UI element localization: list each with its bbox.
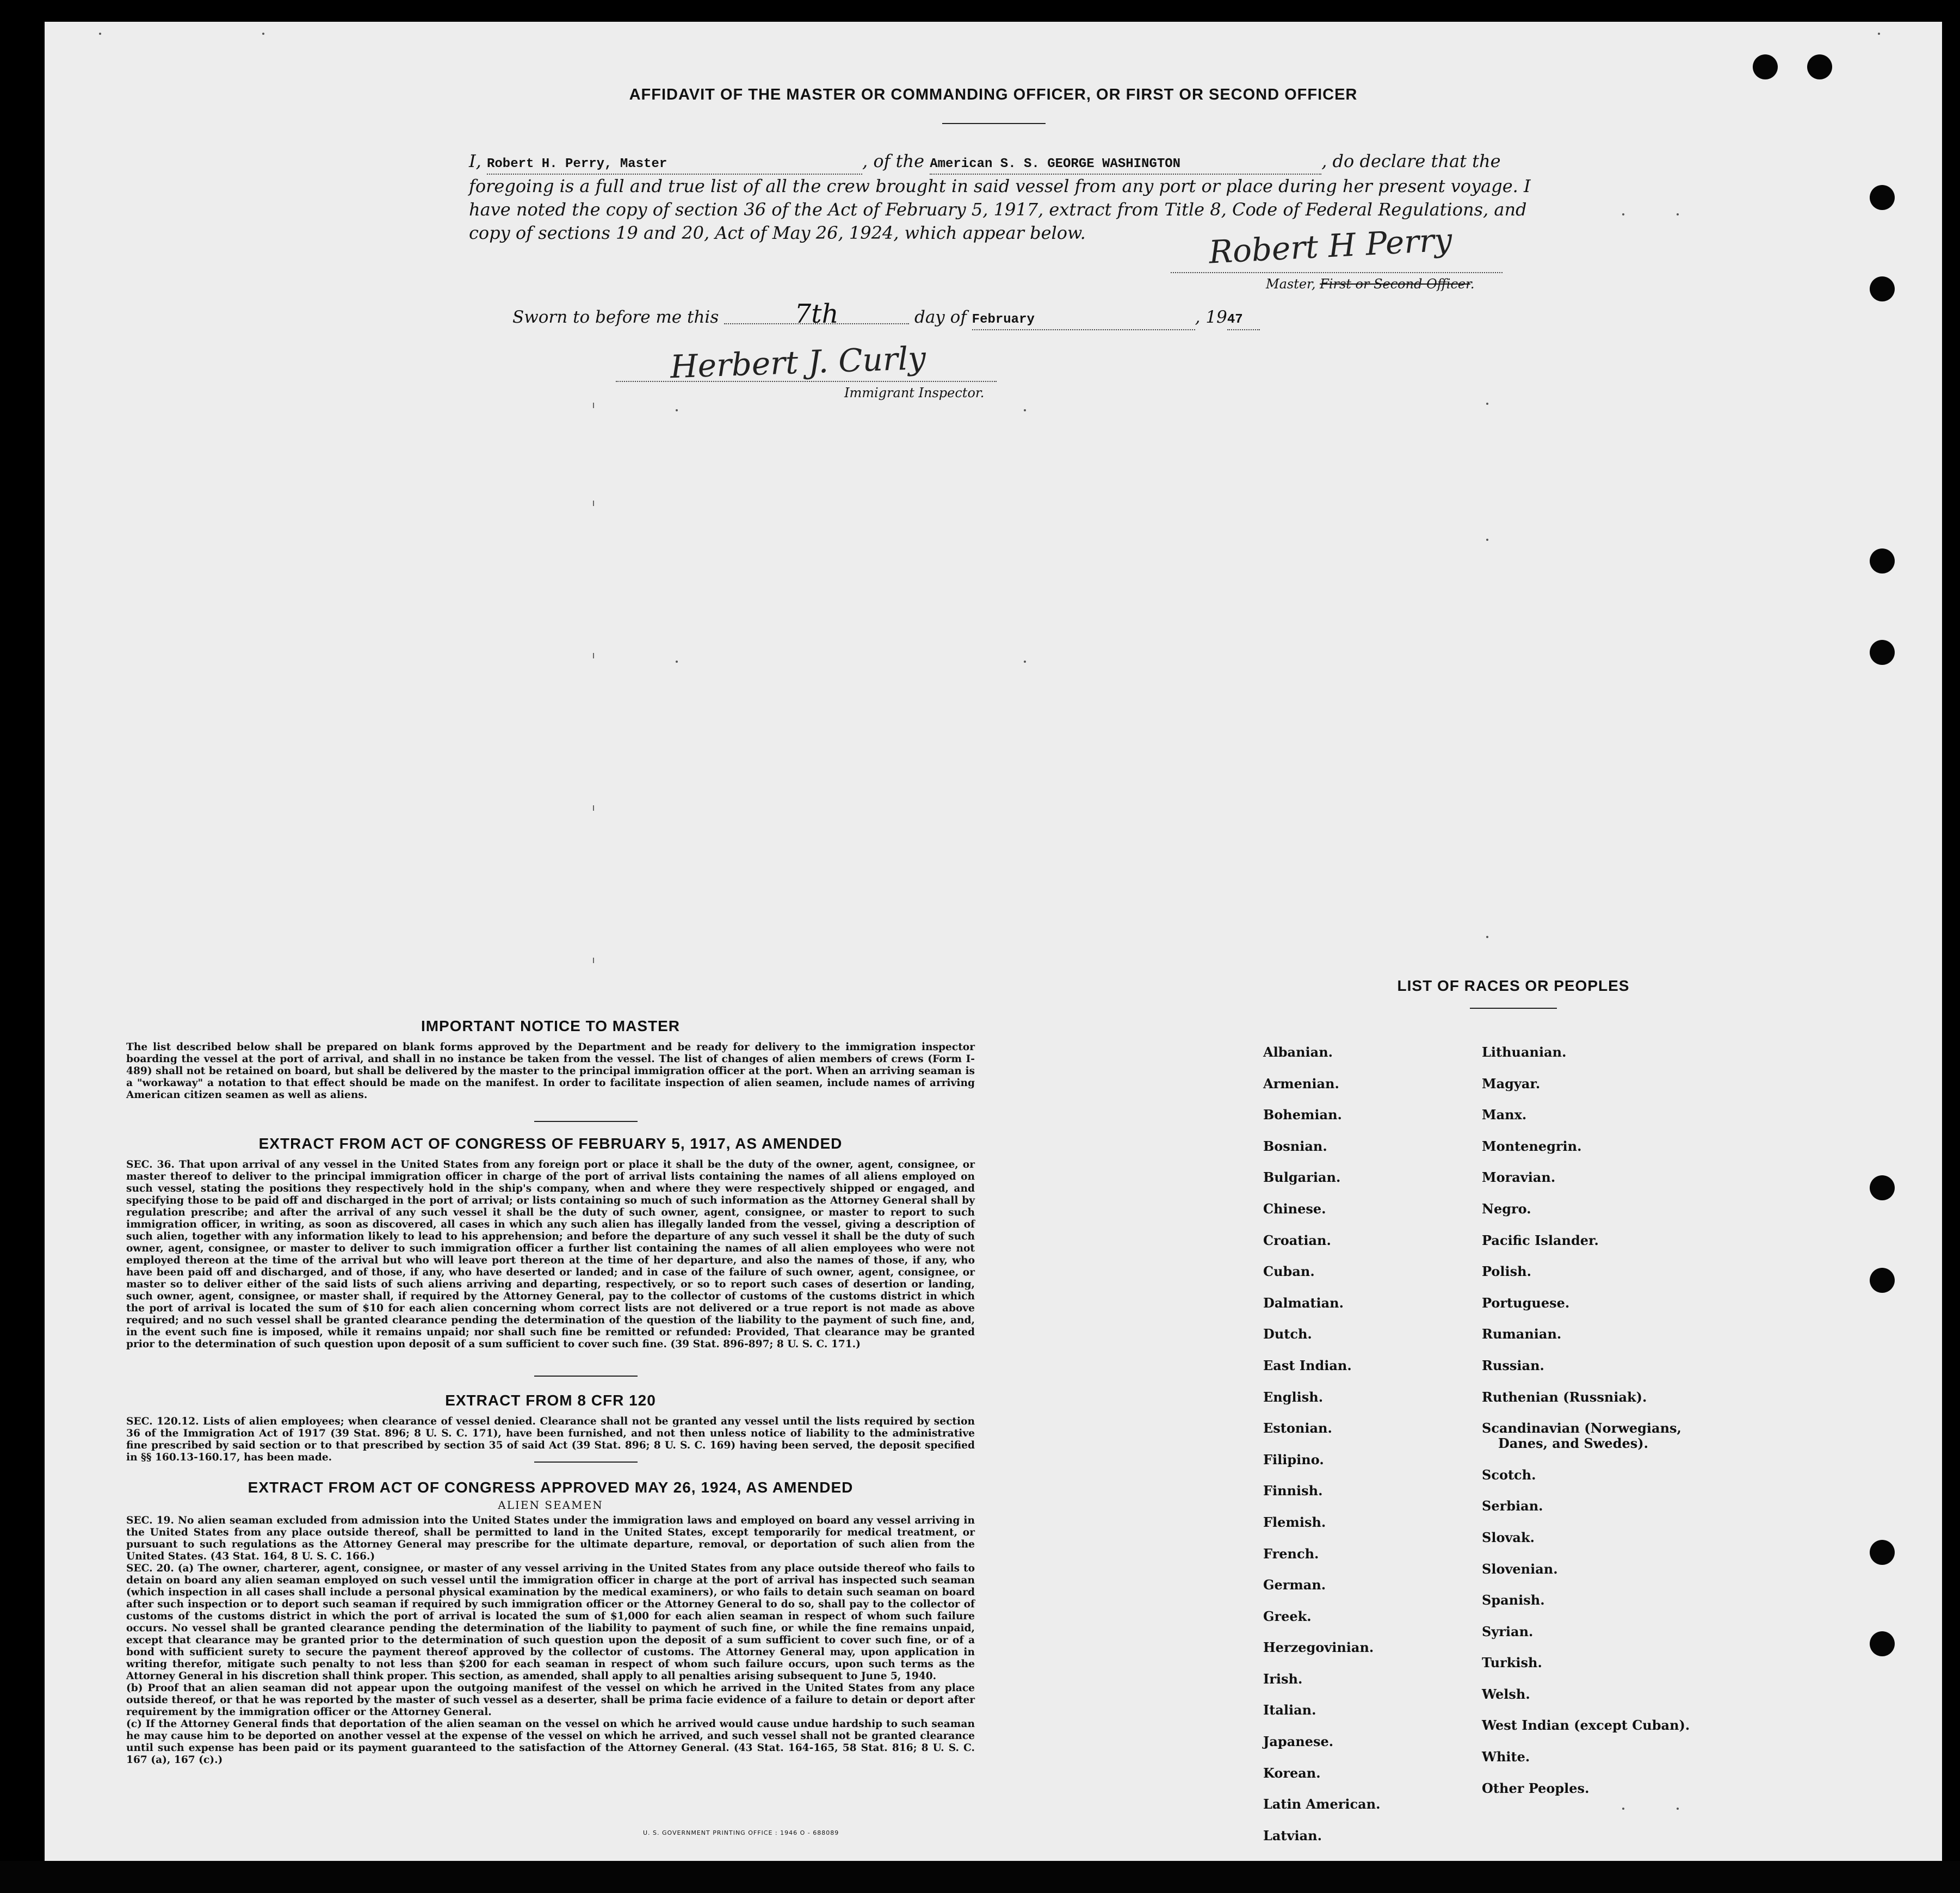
punch-hole <box>1870 1540 1895 1565</box>
sworn-day-field: 7th <box>724 305 909 324</box>
list-item: Filipino. <box>1263 1451 1324 1467</box>
vessel-name-field: American S. S. GEORGE WASHINGTON <box>930 155 1321 175</box>
master-caption <box>1266 276 1475 292</box>
list-item: Albanian. <box>1263 1044 1333 1060</box>
list-item: Welsh. <box>1482 1686 1530 1702</box>
title-divider <box>942 123 1046 124</box>
master-signature: Robert H Perry <box>1208 221 1453 271</box>
list-item: Dalmatian. <box>1263 1294 1344 1311</box>
extract-1917-title: EXTRACT FROM ACT OF CONGRESS OF FEBRUARY 5, 1917, AS AMENDED <box>258 1135 843 1152</box>
notice-section <box>126 1018 975 1101</box>
list-item: Ruthenian (Russniak). <box>1482 1389 1647 1405</box>
scan-mark <box>1677 1808 1679 1810</box>
list-item: Chinese. <box>1263 1200 1326 1217</box>
section-divider <box>534 1121 638 1122</box>
races-divider <box>1470 1008 1557 1009</box>
notice-body: The list described below shall be prepared on blank forms approved by the Department and be ready for delivery to the immigration inspector boarding the vessel at the port of arrival, and shall in no instance be taken from the vessel. The list of changes of alien members of crews (Form I-489) shall not be retained on board, but shall be delivered by the master to the principal immigration officer at the port. When an arriving seaman is a "workaway" a notation to that effect should be made on the manifest. In order to facilitate inspection of alien seamen, include names of arriving American citizen seamen as well as aliens. <box>126 1041 975 1101</box>
scan-mark <box>676 661 678 663</box>
sworn-prefix: Sworn to before me this <box>512 307 719 327</box>
scan-mark <box>1622 1808 1624 1810</box>
list-item: Irish. <box>1263 1670 1303 1687</box>
extract-1917-section <box>126 1135 975 1351</box>
list-item: Magyar. <box>1482 1075 1541 1092</box>
list-item: Armenian. <box>1263 1075 1339 1092</box>
extract-1924-sec19: SEC. 19. No alien seaman excluded from admission into the United States under the immigration laws and employed on board any vessel arriving in the United States from any place outside thereof, shall be permitted to land in the United States, except temporarily for medical treatment, or pursuant to such regulations as the Attorney General may prescribe for the ultimate departure, removal, or deportation of such alien from the United States. (43 Stat. 164, 8 U. S. C. 166.) <box>126 1515 975 1562</box>
list-item: Slovenian. <box>1482 1561 1558 1577</box>
sworn-day-of: day of <box>914 307 967 327</box>
scan-mark <box>593 403 594 408</box>
list-item: Montenegrin. <box>1482 1138 1582 1154</box>
list-item: Latin American. <box>1263 1796 1381 1812</box>
list-item: Manx. <box>1482 1107 1527 1123</box>
list-item: Rumanian. <box>1482 1326 1562 1342</box>
scan-mark <box>99 33 101 35</box>
list-item: Russian. <box>1482 1357 1544 1373</box>
list-item: German. <box>1263 1577 1326 1593</box>
extract-8cfr-section <box>126 1392 975 1464</box>
master-name-field: Robert H. Perry, Master <box>487 155 862 175</box>
list-item: Slovak. <box>1482 1529 1535 1545</box>
punch-hole <box>1870 1268 1895 1293</box>
list-item: Finnish. <box>1263 1483 1323 1499</box>
list-item: Danes, and Swedes). <box>1498 1435 1648 1452</box>
list-item: Croatian. <box>1263 1232 1331 1248</box>
master-caption-end: . <box>1470 276 1475 292</box>
punch-hole <box>1807 54 1832 79</box>
form-page <box>45 22 1942 1861</box>
list-item: Italian. <box>1263 1702 1316 1718</box>
list-item: Dutch. <box>1263 1326 1312 1342</box>
declaration-of-the: , of the <box>862 151 925 171</box>
list-item: Estonian. <box>1263 1420 1332 1436</box>
declaration-pronoun: I, <box>469 151 481 171</box>
list-item: Greek. <box>1263 1608 1312 1624</box>
list-item: Korean. <box>1263 1765 1321 1781</box>
list-item: Flemish. <box>1263 1514 1326 1530</box>
sworn-year-prefix: , 19 <box>1195 307 1227 327</box>
inspector-caption: Immigrant Inspector. <box>844 385 985 400</box>
punch-hole <box>1870 276 1895 301</box>
list-item: West Indian (except Cuban). <box>1482 1717 1690 1734</box>
list-item: Negro. <box>1482 1200 1531 1217</box>
punch-hole <box>1753 54 1778 79</box>
scan-mark <box>1486 539 1488 541</box>
scan-border <box>0 1861 1960 1893</box>
scan-mark <box>1677 213 1679 215</box>
list-item: Spanish. <box>1482 1592 1545 1608</box>
affidavit-title: AFFIDAVIT OF THE MASTER OR COMMANDING OFFICER, OR FIRST OR SECOND OFFICER <box>629 86 1358 103</box>
section-divider <box>534 1376 638 1377</box>
list-item: Syrian. <box>1482 1623 1534 1639</box>
races-title: LIST OF RACES OR PEOPLES <box>1397 977 1630 994</box>
scan-mark <box>1486 936 1488 938</box>
extract-1924-sec20a: SEC. 20. (a) The owner, charterer, agent, consignee, or master of any vessel arriving in the United States from any place outside thereof who fails to detain on board any alien seaman employed on such vessel until the immigration officer in charge at the port of arrival has inspected such seaman (which inspection in all cases shall include a personal physical examination by the medical examiners), or who fails to detain such seaman on board after such inspection or to deport such seaman if required by such immigration officer or the Attorney General to do so, shall pay to the collector of customs of the customs district in which the port of arrival is located the sum of $1,000 for each alien seaman in respect of whom such failure occurs. No vessel shall be granted clearance pending the determination of the liability to payment of such fine, or while the fine remains unpaid, except that clearance may be granted prior to the determination of such question upon the deposit of a sum sufficient to cover such fine, or of a bond with sufficient surety to secure the payment thereof approved by the collector of customs. The Attorney General may, upon application in writing therefor, mitigate such penalty to not less than $200 for each seaman in respect of whom such failure occurs, upon such terms as the Attorney General in his discretion shall think proper. This section, as amended, shall apply to all penalties arising subsequent to June 5, 1940. <box>126 1563 975 1682</box>
declaration-text: , do declare that the foregoing is a full and true list of all the crew brought in said vessel from any port or place during her present voyage. I have noted the copy of section 36 of the Act of February 5, 1917, extract from Title 8, Code of Federal Regulations, and copy of sections 19 and 20, Act of May 26, 1924, which appear below. <box>469 151 1531 243</box>
master-signature-line <box>1171 272 1503 273</box>
scan-mark <box>593 653 594 658</box>
list-item: Herzegovinian. <box>1263 1639 1374 1656</box>
section-divider <box>534 1462 638 1463</box>
scan-mark <box>676 409 678 411</box>
punch-hole <box>1870 640 1895 665</box>
extract-1924-sec20c: (c) If the Attorney General finds that deportation of the alien seaman on the vessel on which he arrived would cause undue hardship to such seaman he may cause him to be deported on another vessel at the expense of the vessel on which he arrived, and such vessel shall not be granted clearance until such expense has been paid or its payment guaranteed to the satisfaction of the Attorney General. (43 Stat. 164-165, 58 Stat. 816; 8 U. S. C. 167 (a), 167 (c).) <box>126 1718 975 1766</box>
list-item: Serbian. <box>1482 1498 1543 1514</box>
list-item: Bohemian. <box>1263 1107 1342 1123</box>
scan-mark <box>1024 661 1026 663</box>
extract-1917-body: SEC. 36. That upon arrival of any vessel in the United States from any foreign port or place it shall be the duty of the owner, agent, consignee, or master thereof to deliver to the principal immigration officer in charge of the port of arrival lists containing the names of all aliens employed on such vessel, stating the positions they respectively hold in the ship's company, when and where they were respectively shipped or engaged, and specifying those to be paid off and discharged in the port of arrival; or lists containing so much of such information as the Attorney General shall by regulation prescribe; and after the arrival of any such vessel it shall be the duty of such owner, agent, consignee, or master to report to such immigration officer, in writing, as soon as discovered, all cases in which any such alien has illegally landed from the vessel, giving a description of such alien, together with any information likely to lead to his apprehension; and before the departure of any such vessel it shall be the duty of such owner, agent, consignee, or master to deliver to such immigration officer a further list containing the names of all alien employees who were not employed thereon at the time of the arrival but who will leave port thereon at the time of her departure, and also the names of those, if any, who have been paid off and discharged, and of those, if any, who have deserted or landed; and in case of the failure of such owner, agent, consignee, or master so to deliver either of the said lists of such aliens arriving and departing, respectively, or so to report such cases of desertion or landing, such owner, agent, consignee, or master shall, if required by the Attorney General, pay to the collector of customs of the customs district in which the port of arrival is located the sum of $10 for each alien concerning whom correct lists are not delivered or a true report is not made as above required; and no such vessel shall be granted clearance pending the determination of the question of the liability to the payment of such fine, and, in the event such fine is imposed, while it remains unpaid; nor shall such fine be remitted or refunded: Provided, That clearance may be granted prior to the determination of such question upon deposit of a sum sufficient to cover such fine. (39 Stat. 896-897; 8 U. S. C. 171.) <box>126 1159 975 1350</box>
list-item: French. <box>1263 1545 1319 1562</box>
punch-hole <box>1870 1175 1895 1200</box>
scan-mark <box>262 33 264 35</box>
scan-mark <box>1622 213 1624 215</box>
list-item: Other Peoples. <box>1482 1780 1590 1796</box>
extract-1924-subtitle: ALIEN SEAMEN <box>498 1499 603 1512</box>
sworn-month-field: February <box>972 311 1195 330</box>
inspector-signature-line <box>616 381 997 382</box>
list-item: East Indian. <box>1263 1357 1352 1373</box>
list-item: Latvian. <box>1263 1827 1322 1843</box>
list-item: Polish. <box>1482 1263 1531 1280</box>
list-item: Scandinavian (Norwegians, <box>1482 1420 1681 1436</box>
extract-8cfr-body: SEC. 120.12. Lists of alien employees; when clearance of vessel denied. Clearance shall not be granted any vessel until the lists required by section 36 of the Immigration Act of 1917 (39 Stat. 896; 8 U. S. C. 171), have been furnished, and not then unless notice of liability to the administrative fine prescribed by said section or to that prescribed by section 35 of said Act (39 Stat. 896; 8 U. S. C. 169) having been served, the deposit specified in §§ 160.13-160.17, has been made. <box>126 1416 975 1463</box>
scan-mark <box>593 805 594 811</box>
master-caption-struck: First or Second Officer <box>1320 276 1470 292</box>
list-item: Scotch. <box>1482 1466 1536 1483</box>
list-item: Turkish. <box>1482 1655 1542 1671</box>
sworn-line <box>512 299 1260 330</box>
extract-1924-sec20b: (b) Proof that an alien seaman did not appear upon the outgoing manifest of the vessel on which he arrived in the United States from any place outside thereof, or that he was reported by the master of such vessel as a deserter, shall be prima facie evidence of a failure to detain or deport after requirement by the immigration officer or the Attorney General. <box>126 1682 975 1718</box>
scan-mark <box>593 958 594 963</box>
notice-title: IMPORTANT NOTICE TO MASTER <box>421 1018 681 1034</box>
printer-imprint: U. S. GOVERNMENT PRINTING OFFICE : 1946 O - 688089 <box>643 1829 839 1836</box>
scan-mark <box>593 501 594 506</box>
extract-8cfr-title: EXTRACT FROM 8 CFR 120 <box>445 1392 656 1409</box>
extract-1924-section <box>126 1479 975 1766</box>
list-item: Lithuanian. <box>1482 1044 1567 1060</box>
list-item: English. <box>1263 1389 1324 1405</box>
scan-mark <box>1878 33 1880 35</box>
list-item: Bosnian. <box>1263 1138 1327 1154</box>
races-list-right <box>1482 1045 1690 1812</box>
list-item: Moravian. <box>1482 1169 1556 1186</box>
list-item: Japanese. <box>1263 1734 1334 1750</box>
list-item: Portuguese. <box>1482 1294 1570 1311</box>
punch-hole <box>1870 185 1895 210</box>
scan-mark <box>1486 403 1488 405</box>
races-list-left <box>1263 1045 1380 1859</box>
inspector-signature: Herbert J. Curly <box>669 339 926 386</box>
punch-hole <box>1870 1631 1895 1656</box>
scan-mark <box>1024 409 1026 411</box>
master-caption-label: Master, <box>1266 276 1316 292</box>
sworn-year-field: 47 <box>1227 311 1260 330</box>
list-item: Bulgarian. <box>1263 1169 1341 1186</box>
extract-1924-title: EXTRACT FROM ACT OF CONGRESS APPROVED MAY 26, 1924, AS AMENDED <box>248 1479 854 1496</box>
list-item: Cuban. <box>1263 1263 1315 1280</box>
list-item: Pacific Islander. <box>1482 1232 1599 1248</box>
punch-hole <box>1870 548 1895 574</box>
list-item: White. <box>1482 1749 1530 1765</box>
